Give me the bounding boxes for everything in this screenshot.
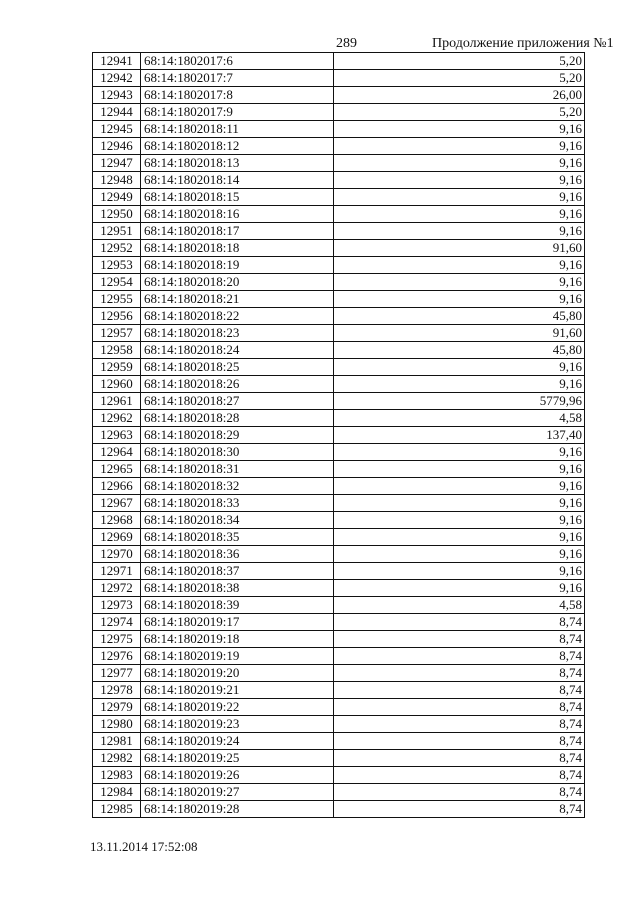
value-cell: 5,20	[559, 104, 582, 119]
cadastral-number: 68:14:1802018:27	[141, 393, 334, 409]
cadastral-number: 68:14:1802018:11	[141, 121, 334, 137]
cadastral-number: 68:14:1802018:25	[141, 359, 334, 375]
row-number: 12947	[93, 155, 141, 171]
row-number: 12962	[93, 410, 141, 426]
cadastral-number: 68:14:1802018:21	[141, 291, 334, 307]
cadastral-number: 68:14:1802018:31	[141, 461, 334, 477]
table-row	[93, 325, 584, 342]
value-cell: 9,16	[559, 121, 582, 136]
row-number: 12981	[93, 733, 141, 749]
row-number: 12983	[93, 767, 141, 783]
row-number: 12982	[93, 750, 141, 766]
cadastral-number: 68:14:1802019:19	[141, 648, 334, 664]
cadastral-number: 68:14:1802019:20	[141, 665, 334, 681]
table-row	[93, 376, 584, 393]
row-number: 12985	[93, 801, 141, 817]
table-row	[93, 648, 584, 665]
row-number: 12950	[93, 206, 141, 222]
table-row	[93, 189, 584, 206]
cadastral-number: 68:14:1802018:12	[141, 138, 334, 154]
value-cell: 8,74	[559, 801, 582, 816]
value-cell: 9,16	[559, 257, 582, 272]
cadastral-number: 68:14:1802018:20	[141, 274, 334, 290]
table-row	[93, 393, 584, 410]
cadastral-number: 68:14:1802019:17	[141, 614, 334, 630]
row-number: 12949	[93, 189, 141, 205]
table-row	[93, 291, 584, 308]
row-number: 12984	[93, 784, 141, 800]
page-number: 289	[336, 36, 357, 51]
table-row	[93, 359, 584, 376]
row-number: 12955	[93, 291, 141, 307]
row-number: 12956	[93, 308, 141, 324]
value-cell: 8,74	[559, 699, 582, 714]
value-cell: 9,16	[559, 206, 582, 221]
table-row	[93, 444, 584, 461]
cadastral-number: 68:14:1802018:30	[141, 444, 334, 460]
table-row	[93, 767, 584, 784]
value-cell: 9,16	[559, 291, 582, 306]
cadastral-number: 68:14:1802018:13	[141, 155, 334, 171]
value-cell: 8,74	[559, 682, 582, 697]
table-row	[93, 784, 584, 801]
row-number: 12969	[93, 529, 141, 545]
print-timestamp: 13.11.2014 17:52:08	[90, 839, 198, 854]
row-number: 12952	[93, 240, 141, 256]
value-cell: 9,16	[559, 138, 582, 153]
row-number: 12980	[93, 716, 141, 732]
cadastral-number: 68:14:1802018:16	[141, 206, 334, 222]
table-row	[93, 257, 584, 274]
value-cell: 91,60	[552, 325, 582, 340]
cadastral-number: 68:14:1802018:15	[141, 189, 334, 205]
value-cell: 8,74	[559, 665, 582, 680]
appendix-title: Продолжение приложения №1	[432, 36, 614, 51]
value-cell: 5,20	[559, 53, 582, 68]
value-cell: 8,74	[559, 648, 582, 663]
cadastral-number: 68:14:1802017:6	[141, 53, 334, 69]
table-row	[93, 223, 584, 240]
cadastral-number: 68:14:1802019:24	[141, 733, 334, 749]
cadastral-number: 68:14:1802017:8	[141, 87, 334, 103]
cadastral-number: 68:14:1802019:26	[141, 767, 334, 783]
value-cell: 9,16	[559, 478, 582, 493]
value-cell: 8,74	[559, 750, 582, 765]
row-number: 12941	[93, 53, 141, 69]
cadastral-number: 68:14:1802018:22	[141, 308, 334, 324]
cadastral-number: 68:14:1802019:25	[141, 750, 334, 766]
cadastral-number: 68:14:1802018:24	[141, 342, 334, 358]
table-row	[93, 733, 584, 750]
row-number: 12968	[93, 512, 141, 528]
row-number: 12978	[93, 682, 141, 698]
cadastral-number: 68:14:1802018:33	[141, 495, 334, 511]
row-number: 12964	[93, 444, 141, 460]
value-cell: 9,16	[559, 189, 582, 204]
table-row	[93, 478, 584, 495]
table-row	[93, 172, 584, 189]
value-cell: 5779,96	[539, 393, 582, 408]
cadastral-number: 68:14:1802018:23	[141, 325, 334, 341]
row-number: 12957	[93, 325, 141, 341]
table-row	[93, 70, 584, 87]
value-cell: 9,16	[559, 580, 582, 595]
value-cell: 9,16	[559, 529, 582, 544]
value-cell: 9,16	[559, 155, 582, 170]
cadastral-number: 68:14:1802018:26	[141, 376, 334, 392]
row-number: 12951	[93, 223, 141, 239]
cadastral-number: 68:14:1802018:34	[141, 512, 334, 528]
cadastral-number: 68:14:1802019:21	[141, 682, 334, 698]
row-number: 12966	[93, 478, 141, 494]
table-row	[93, 716, 584, 733]
value-cell: 9,16	[559, 444, 582, 459]
row-number: 12954	[93, 274, 141, 290]
cadastral-number: 68:14:1802019:23	[141, 716, 334, 732]
row-number: 12971	[93, 563, 141, 579]
value-cell: 8,74	[559, 614, 582, 629]
row-number: 12943	[93, 87, 141, 103]
table-row	[93, 274, 584, 291]
cadastral-number: 68:14:1802018:29	[141, 427, 334, 443]
value-cell: 26,00	[552, 87, 582, 102]
cadastral-number: 68:14:1802018:32	[141, 478, 334, 494]
table-row	[93, 121, 584, 138]
table-row	[93, 53, 584, 70]
data-table	[92, 52, 585, 818]
row-number: 12976	[93, 648, 141, 664]
cadastral-number: 68:14:1802018:35	[141, 529, 334, 545]
row-number: 12972	[93, 580, 141, 596]
table-row	[93, 342, 584, 359]
row-number: 12977	[93, 665, 141, 681]
value-cell: 91,60	[552, 240, 582, 255]
table-row	[93, 427, 584, 444]
table-row	[93, 87, 584, 104]
cadastral-number: 68:14:1802018:39	[141, 597, 334, 613]
value-cell: 9,16	[559, 376, 582, 391]
row-number: 12970	[93, 546, 141, 562]
value-cell: 137,40	[546, 427, 582, 442]
table-row	[93, 138, 584, 155]
table-row	[93, 529, 584, 546]
table-row	[93, 155, 584, 172]
table-row	[93, 750, 584, 767]
value-cell: 9,16	[559, 563, 582, 578]
value-cell: 45,80	[552, 308, 582, 323]
value-cell: 8,74	[559, 767, 582, 782]
row-number: 12965	[93, 461, 141, 477]
table-row	[93, 801, 584, 818]
row-number: 12961	[93, 393, 141, 409]
cadastral-number: 68:14:1802019:28	[141, 801, 334, 817]
value-cell: 45,80	[552, 342, 582, 357]
cadastral-number: 68:14:1802018:36	[141, 546, 334, 562]
cadastral-number: 68:14:1802018:14	[141, 172, 334, 188]
value-cell: 9,16	[559, 461, 582, 476]
row-number: 12967	[93, 495, 141, 511]
table-row	[93, 563, 584, 580]
table-row	[93, 682, 584, 699]
table-row	[93, 614, 584, 631]
table-row	[93, 699, 584, 716]
table-row	[93, 546, 584, 563]
value-cell: 4,58	[559, 410, 582, 425]
value-cell: 8,74	[559, 733, 582, 748]
table-row	[93, 206, 584, 223]
value-cell: 9,16	[559, 359, 582, 374]
row-number: 12944	[93, 104, 141, 120]
value-cell: 4,58	[559, 597, 582, 612]
value-cell: 9,16	[559, 512, 582, 527]
row-number: 12946	[93, 138, 141, 154]
row-number: 12945	[93, 121, 141, 137]
cadastral-number: 68:14:1802018:28	[141, 410, 334, 426]
cadastral-number: 68:14:1802018:17	[141, 223, 334, 239]
value-cell: 9,16	[559, 274, 582, 289]
value-cell: 8,74	[559, 784, 582, 799]
row-number: 12963	[93, 427, 141, 443]
cadastral-number: 68:14:1802019:18	[141, 631, 334, 647]
table-row	[93, 580, 584, 597]
value-cell: 9,16	[559, 546, 582, 561]
table-row	[93, 461, 584, 478]
value-cell: 8,74	[559, 716, 582, 731]
cadastral-number: 68:14:1802018:19	[141, 257, 334, 273]
value-cell: 8,74	[559, 631, 582, 646]
table-row	[93, 308, 584, 325]
row-number: 12942	[93, 70, 141, 86]
table-row	[93, 631, 584, 648]
row-number: 12959	[93, 359, 141, 375]
cadastral-number: 68:14:1802019:27	[141, 784, 334, 800]
row-number: 12979	[93, 699, 141, 715]
value-cell: 9,16	[559, 223, 582, 238]
table-row	[93, 597, 584, 614]
table-row	[93, 104, 584, 121]
cadastral-number: 68:14:1802017:7	[141, 70, 334, 86]
value-cell: 9,16	[559, 172, 582, 187]
row-number: 12960	[93, 376, 141, 392]
row-number: 12958	[93, 342, 141, 358]
cadastral-number: 68:14:1802018:37	[141, 563, 334, 579]
cadastral-number: 68:14:1802018:38	[141, 580, 334, 596]
value-cell: 9,16	[559, 495, 582, 510]
row-number: 12975	[93, 631, 141, 647]
row-number: 12974	[93, 614, 141, 630]
table-row	[93, 495, 584, 512]
row-number: 12948	[93, 172, 141, 188]
cadastral-number: 68:14:1802017:9	[141, 104, 334, 120]
row-number: 12973	[93, 597, 141, 613]
table-row	[93, 512, 584, 529]
table-row	[93, 240, 584, 257]
value-cell: 5,20	[559, 70, 582, 85]
cadastral-number: 68:14:1802019:22	[141, 699, 334, 715]
row-number: 12953	[93, 257, 141, 273]
cadastral-number: 68:14:1802018:18	[141, 240, 334, 256]
table-row	[93, 410, 584, 427]
table-row	[93, 665, 584, 682]
